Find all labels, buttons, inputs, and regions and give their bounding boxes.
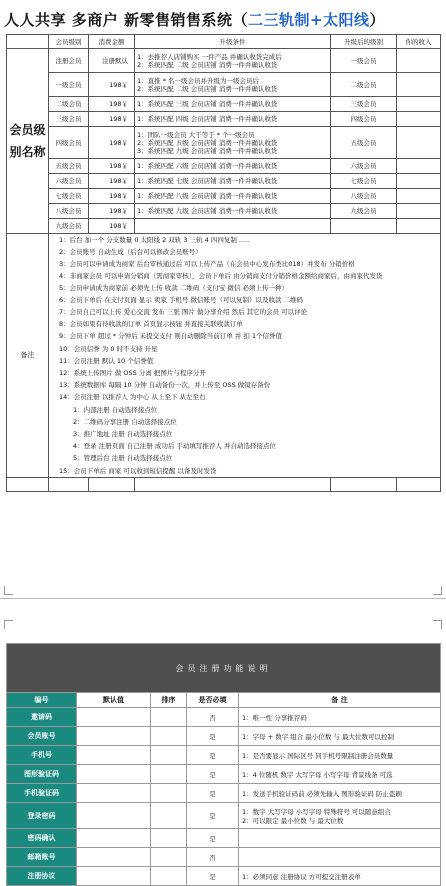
- table-row: [7, 784, 441, 803]
- order-cell: [151, 708, 187, 727]
- title-end: ）: [369, 10, 386, 29]
- level-cell: 八级会员: [49, 204, 89, 219]
- table-row: [7, 189, 441, 204]
- crop-mark: [4, 620, 13, 629]
- level-cell: 一级会员: [49, 73, 89, 97]
- next-level-cell: 六级会员: [331, 159, 397, 174]
- required-cell: 是: [187, 803, 239, 829]
- field-notes-cell: [239, 765, 441, 784]
- field-note-line: 1：发送手机验证码前 必须先输入 图形验证码 防止盗刷: [242, 789, 402, 798]
- note-line: 13：系统数据库 每隔 10 分钟 自动备份一次，并上传至 OSS 做镜存备份: [59, 381, 271, 390]
- condition-line: 2：系统匹配 二级 会员店铺 消费一件并确认收货: [137, 84, 278, 93]
- blank-cell: [7, 477, 49, 491]
- next-level-cell: 二级会员: [331, 73, 397, 97]
- condition-line: 1：去推荐人店铺购买 一件产品 并确认收货完成后: [137, 52, 282, 61]
- table-row: [7, 829, 441, 848]
- field-name-cell: 登录密码: [7, 803, 77, 829]
- field-name-cell: 图形验证码: [7, 765, 77, 784]
- order-cell: [151, 848, 187, 867]
- table-header-row: [7, 35, 441, 49]
- conditions-cell: [135, 97, 331, 112]
- default-cell: [77, 765, 151, 784]
- notes-label: 备注: [7, 234, 49, 478]
- table-row: [7, 204, 441, 219]
- required-cell: 是: [187, 765, 239, 784]
- amount-cell: 198￥: [89, 189, 135, 204]
- note-line: 4：登录 注册页面 自己注册 成功后 手动填写推荐人 并自动选择接点位: [73, 442, 276, 451]
- default-cell: [77, 708, 151, 727]
- note-line: 3：会员可以申请成为商家 后台审核通过后 可以上传产品（在会员中心发布类比018）并发布 分销价格: [59, 260, 355, 269]
- income-cell: [397, 204, 441, 219]
- order-cell: [151, 746, 187, 765]
- field-note-line: 1：字母 + 数字 组合 最小位数 与 最大位数可以控制: [242, 732, 394, 741]
- next-level-cell: 四级会员: [331, 112, 397, 127]
- header-cell: 消费金额: [89, 35, 135, 49]
- field-notes-cell: [239, 803, 441, 829]
- conditions-cell: [135, 73, 331, 97]
- amount-cell: 198￥: [89, 73, 135, 97]
- default-cell: [77, 746, 151, 765]
- income-cell: [397, 73, 441, 97]
- field-name-cell: 密码确认: [7, 829, 77, 848]
- required-cell: 是: [187, 746, 239, 765]
- table-row: [7, 112, 441, 127]
- note-line: 12：系统上传图片 做 OSS 分离 把图片与程序分开: [59, 369, 206, 378]
- field-name-cell: 手机验证码: [7, 784, 77, 803]
- default-cell: [77, 848, 151, 867]
- header-cell: 升级后的级别: [331, 35, 397, 49]
- amount-cell: 198￥: [89, 97, 135, 112]
- required-cell: 否: [187, 848, 239, 867]
- condition-line: 1：直推 * 名一级会员并升级为一级会员后: [137, 76, 260, 85]
- table-row: [7, 127, 441, 159]
- field-note-line: 1：是否要显示 国际区号 同手机号限制注册会员数量: [242, 751, 394, 760]
- condition-line: 1：系统匹配 六级 会员店铺 消费一件并确认收货: [137, 162, 278, 170]
- conditions-cell: [135, 219, 331, 234]
- note-line: 2：二维码分享注册 自动选择接点位: [73, 417, 177, 426]
- field-notes-cell: [239, 746, 441, 765]
- title-highlight: 二三轨制+太阳线: [247, 10, 370, 29]
- field-note-line: 1：4 位随机 数字 大写字母 小写字母 背景线条 可选: [242, 770, 393, 779]
- table-header-row: [7, 693, 441, 708]
- table-row: [7, 708, 441, 727]
- table-row: [7, 73, 441, 97]
- required-cell: 否: [187, 708, 239, 727]
- next-level-cell: 七级会员: [331, 174, 397, 189]
- table-row: [7, 765, 441, 784]
- table-title: 会员注册功能说明: [7, 644, 441, 693]
- header-cell: 是否必填: [187, 693, 239, 708]
- side-label-level-names: 会员级别名称: [7, 49, 49, 234]
- page-title: [4, 6, 385, 32]
- note-line: 11：会员注册 默认 10 个信誉值: [59, 356, 154, 365]
- field-note-line: 1：必须同意 注册协议 方可提交注册表单: [242, 872, 361, 881]
- order-cell: [151, 829, 187, 848]
- level-cell: 六级会员: [49, 174, 89, 189]
- income-cell: [397, 112, 441, 127]
- amount-cell: 198￥: [89, 159, 135, 174]
- field-notes-cell: [239, 848, 441, 867]
- condition-line: 3：系统匹配 九级 会员店铺 消费一件并确认收货: [137, 146, 278, 155]
- condition-line: 2：系统匹配 二级 会员店铺 消费一件并确认收货: [137, 60, 278, 69]
- income-cell: [397, 127, 441, 159]
- page-divider: [0, 598, 446, 599]
- header-cell: 你的收入: [397, 35, 441, 49]
- crop-mark: [4, 586, 13, 595]
- blank-cell: [397, 477, 441, 491]
- table-row: [7, 727, 441, 746]
- blank-cell: [49, 477, 89, 491]
- level-cell: 注册会员: [49, 49, 89, 73]
- header-cell: 编号: [7, 693, 77, 708]
- note-line: 14：会员注册 以推荐人 为中心 从上至下 从左至右: [59, 393, 206, 402]
- next-level-cell: [331, 219, 397, 234]
- header-cell: 默认值: [77, 693, 151, 708]
- table-row: [7, 49, 441, 73]
- order-cell: [151, 727, 187, 746]
- condition-line: 2：系统匹配 五级 会员店铺 消费一件并确认收货: [137, 138, 278, 147]
- default-cell: [77, 829, 151, 848]
- field-notes-cell: [239, 727, 441, 746]
- order-cell: [151, 765, 187, 784]
- table-row: [7, 746, 441, 765]
- field-name-cell: 手机号: [7, 746, 77, 765]
- table-title-row: [7, 644, 441, 693]
- level-cell: 二级会员: [49, 97, 89, 112]
- required-cell: 是: [187, 867, 239, 886]
- income-cell: [397, 189, 441, 204]
- conditions-cell: [135, 112, 331, 127]
- default-cell: [77, 784, 151, 803]
- conditions-cell: [135, 159, 331, 174]
- note-line: 10：会员信誉 为 0 时不支持 升星: [59, 344, 158, 353]
- income-cell: [397, 174, 441, 189]
- amount-cell: 198￥: [89, 112, 135, 127]
- note-line: 9：会员下单 超过 * 分钟后 未提交支付 则自动删除当前订单 并 扣 1个信誉值: [59, 332, 283, 341]
- note-line: 8：会员如果有待收款的订单 首页显示按钮 并直接关联收款订单: [59, 320, 243, 329]
- note-line: 2：会员账号 自动生成（后台可以修改会员账号）: [59, 248, 202, 257]
- table-row: [7, 803, 441, 829]
- field-name-cell: 邮箱账号: [7, 848, 77, 867]
- note-line: 1：内部注册 自动选择接点位: [73, 405, 158, 414]
- conditions-cell: [135, 174, 331, 189]
- field-name-cell: 会员账号: [7, 727, 77, 746]
- amount-cell: 注册默认: [89, 49, 135, 73]
- field-notes-cell: [239, 708, 441, 727]
- order-cell: [151, 784, 187, 803]
- condition-line: 1：系统匹配 七级 会员店铺 消费一件并确认收货: [137, 177, 278, 185]
- header-cell: 升级条件: [135, 35, 331, 49]
- next-level-cell: 三级会员: [331, 97, 397, 112]
- conditions-cell: [135, 49, 331, 73]
- level-cell: 四级会员: [49, 127, 89, 159]
- required-cell: 是: [187, 727, 239, 746]
- table-row: [7, 867, 441, 886]
- table-row: [7, 97, 441, 112]
- level-cell: 五级会员: [49, 159, 89, 174]
- note-line: 7：会员自己可以上传 爱心交流 发布 三张 图片 做分享介绍 然后 其它的会员 可以评论: [59, 308, 308, 317]
- field-notes-cell: [239, 867, 441, 886]
- next-level-cell: 九级会员: [331, 204, 397, 219]
- income-cell: [397, 49, 441, 73]
- note-line: 6：会员下单后 在支付页面 显示 卖家 手机号 微信账号（可以复制）以及收款 二维码: [59, 295, 304, 304]
- field-name-cell: 注册协议: [7, 867, 77, 886]
- order-cell: [151, 803, 187, 829]
- next-level-cell: 五级会员: [331, 127, 397, 159]
- crop-mark: [433, 620, 442, 629]
- header-cell: 排序: [151, 693, 187, 708]
- level-cell: 九级会员: [49, 219, 89, 234]
- blank-cell: [135, 477, 331, 491]
- required-cell: 是: [187, 784, 239, 803]
- income-cell: [397, 219, 441, 234]
- default-cell: [77, 803, 151, 829]
- notes-cell: [49, 234, 441, 478]
- field-name-cell: 邀请码: [7, 708, 77, 727]
- table-row: [7, 219, 441, 234]
- level-cell: 七级会员: [49, 189, 89, 204]
- blank-cell: [331, 477, 397, 491]
- table-row: [7, 159, 441, 174]
- default-cell: [77, 727, 151, 746]
- note-line: 4：非商家会员 可以申请分销商（需商家审核），会员下单后 由分销商支付分销价格金额给商家后，由商家代发货: [59, 271, 383, 280]
- membership-level-table: [6, 34, 441, 492]
- note-line: 5：管理后台 注册 自动选择接点位: [73, 454, 173, 463]
- conditions-cell: [135, 127, 331, 159]
- amount-cell: 198￥: [89, 174, 135, 189]
- required-cell: 是: [187, 829, 239, 848]
- registration-field-table: [6, 643, 441, 886]
- condition-line: 1：系统匹配 四级 会员店铺 消费一件并确认收货: [137, 115, 278, 123]
- amount-cell: 198￥: [89, 204, 135, 219]
- title-main: 人人共享 多商户 新零售销售系统（: [4, 10, 248, 29]
- note-line: 1：后台 加一个 分支数量 0 太阳线 2 双轨 3 三轨 4 四四复制 .....: [59, 236, 250, 244]
- condition-line: 1：系统匹配 九级 会员店铺 消费一件并确认收货: [137, 207, 278, 215]
- conditions-cell: [135, 189, 331, 204]
- table-row-blank: [7, 477, 441, 491]
- header-cell: 会员级别: [49, 35, 89, 49]
- blank-cell: [89, 477, 135, 491]
- income-cell: [397, 97, 441, 112]
- crop-mark: [433, 586, 442, 595]
- field-note-line: 2：可以限定 最小位数 与 最大位数: [242, 816, 344, 825]
- field-notes-cell: [239, 829, 441, 848]
- table-row: [7, 174, 441, 189]
- next-level-cell: 一级会员: [331, 49, 397, 73]
- note-line: 15：会员下单后 商家 可以收到短信提醒 以备及时发货: [59, 466, 217, 475]
- condition-line: 1：系统匹配 八级 会员店铺 消费一件并确认收货: [137, 192, 278, 200]
- header-cell-blank: [7, 35, 49, 49]
- condition-line: 1：团队一级会员 大于等于 * 个一级会员: [137, 130, 255, 139]
- condition-line: 1：系统匹配 三级 会员店铺 消费一件并确认收货: [137, 100, 278, 108]
- field-note-line: 1：唯一性 分享推荐码: [242, 713, 307, 722]
- note-line: 3：推广地址 注册 自动选择接点位: [73, 430, 173, 439]
- field-notes-cell: [239, 784, 441, 803]
- table-row: [7, 848, 441, 867]
- amount-cell: 198￥: [89, 127, 135, 159]
- header-cell: 备 注: [239, 693, 441, 708]
- income-cell: [397, 159, 441, 174]
- level-cell: 三级会员: [49, 112, 89, 127]
- next-level-cell: 八级会员: [331, 189, 397, 204]
- conditions-cell: [135, 204, 331, 219]
- order-cell: [151, 867, 187, 886]
- default-cell: [77, 867, 151, 886]
- field-note-line: 1：数字 大写字母 小写字母 特殊符号 可以随意组合: [242, 807, 391, 816]
- amount-cell: 198￥: [89, 219, 135, 234]
- note-line: 5：会员申请成为商家前 必须先上传 收款 二维码（支付宝 微信 必须上传一种）: [59, 283, 288, 292]
- notes-row: [7, 234, 441, 478]
